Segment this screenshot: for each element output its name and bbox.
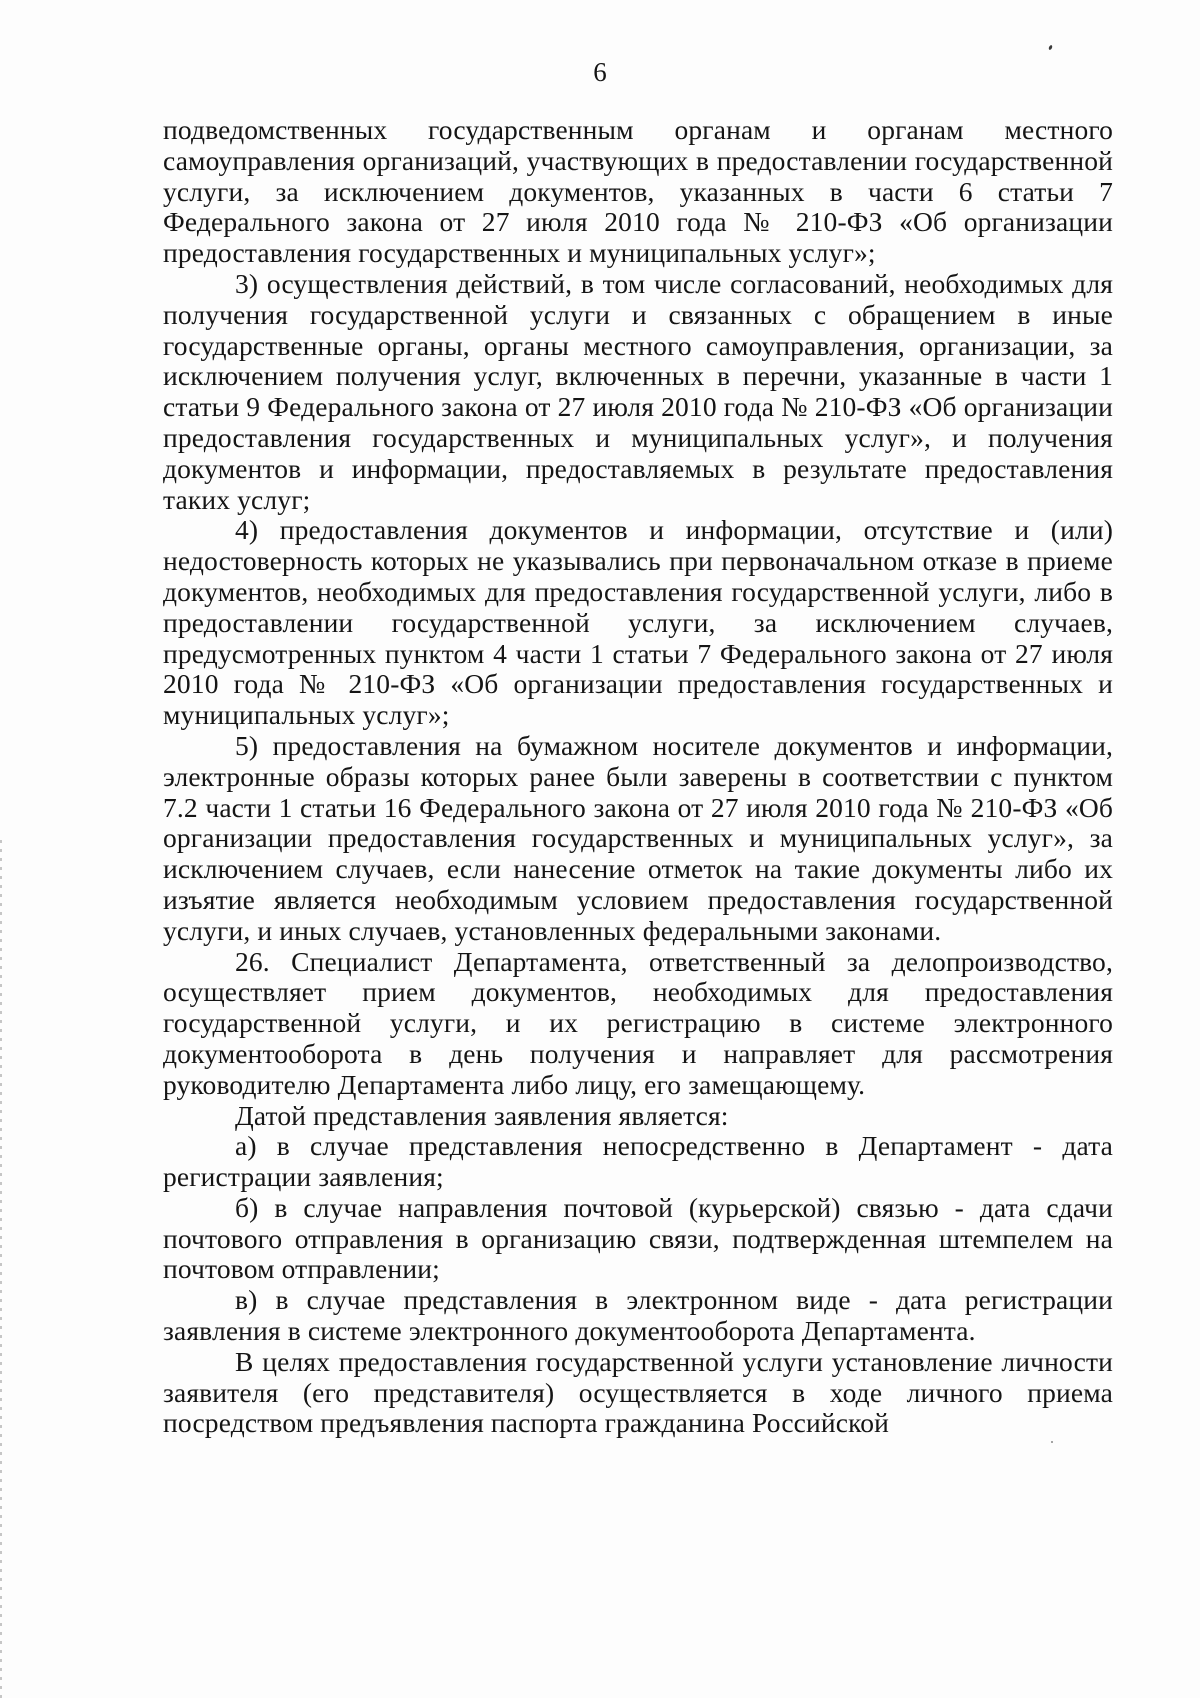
scan-edge-shadow [0,840,2,1698]
paragraph-identity: В целях предоставления государственной услуги установление личности заявителя (его представителя) осуществляется в ходе личного приема посредством предъявления паспорта гражданина Российской [163,1345,1113,1439]
paragraph-item-a: а) в случае представления непосредственно в Департамент - дата регистрации заявления; [163,1130,1113,1193]
page-number: 6 [593,57,607,87]
paragraph-continuation: подведомственных государственным органам и органам местного самоуправления организаций, участвующих в предоставлении государственной услуги, за исключением документов, указанных в части 6 статьи 7 Федерального закона от 27 июля 2010 года № 210-ФЗ «Об организации предоставления государственных и муниципальных услуг»; [163,114,1113,269]
paragraph-item-b: б) в случае направления почтовой (курьерской) связью - дата сдачи почтового отправления в организацию связи, подтвержденная штемпелем на почтовом отправлении; [163,1191,1113,1285]
paragraph-item-5: 5) предоставления на бумажном носителе документов и информации, электронные образы которых ранее были заверены в соответствии с пунктом 7.2 части 1 статьи 16 Федерального закона от 27 июля 2010 года № 210-ФЗ «Об организации предоставления государственных и муниципальных услуг», за исключением случаев, если нанесение отметок на такие документы либо их изъятие является необходимым условием предоставления государственной услуги, и иных случаев, установленных федеральными законами. [163,729,1113,946]
paragraph-submission-date: Датой представления заявления является: [235,1099,729,1131]
scan-speck [1051,1441,1053,1443]
paragraph-clause-26: 26. Специалист Департамента, ответственный за делопроизводство, осуществляет прием документов, необходимых для предоставления государственной услуги, и их регистрацию в системе электронного документооборота в день получения и направляет для рассмотрения руководителю Департамента либо лицу, его замещающему. [163,945,1113,1100]
paragraph-item-4: 4) предоставления документов и информации, отсутствие и (или) недостоверность которых не указывались при первоначальном отказе в приеме документов, необходимых для предоставления государственной услуги, либо в предоставлении государственной услуги, за исключением случаев, предусмотренных пунктом 4 части 1 статьи 7 Федерального закона от 27 июля 2010 года № 210-ФЗ «Об организации предоставления государственных и муниципальных услуг»; [163,514,1113,731]
paragraph-item-3: 3) осуществления действий, в том числе согласований, необходимых для получения государственной услуги и связанных с обращением в иные государственные органы, органы местного самоуправления, организации, за исключением получения услуг, включенных в перечни, указанные в части 1 статьи 9 Федерального закона от 27 июля 2010 года № 210-ФЗ «Об организации предоставления государственных и муниципальных услуг», и получения документов и информации, предоставляемых в результате предоставления таких услуг; [163,267,1113,515]
document-body [163,115,1113,1439]
scan-speck [1048,45,1053,51]
paragraph-item-v: в) в случае представления в электронном виде - дата регистрации заявления в системе электронного документооборота Департамента. [163,1284,1113,1347]
